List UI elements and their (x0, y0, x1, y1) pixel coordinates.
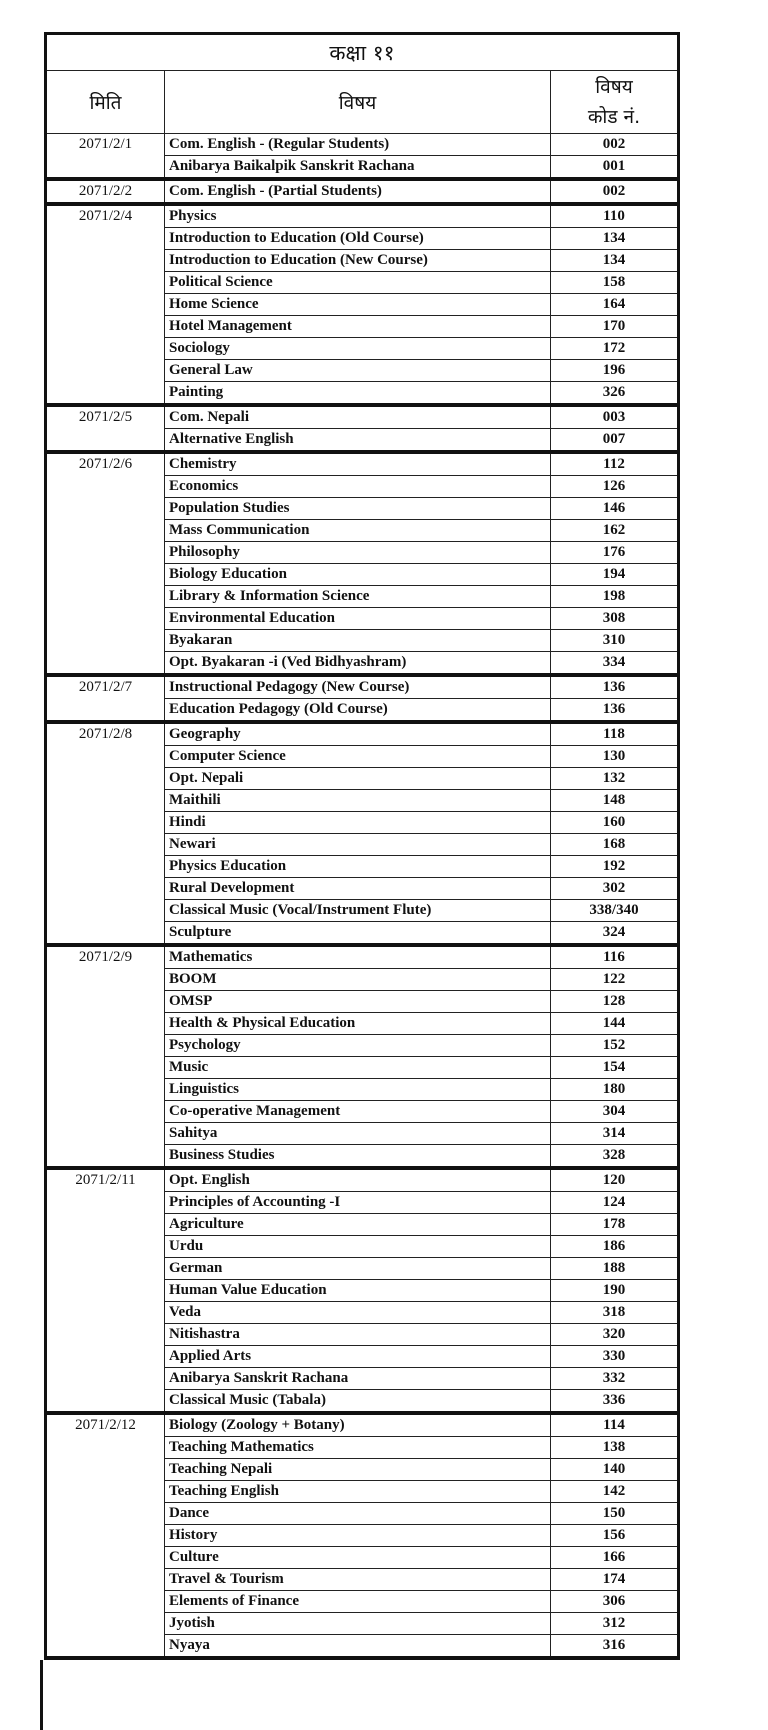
subject-list (164, 454, 677, 673)
table-row (164, 1078, 677, 1100)
header-subject-code (550, 71, 677, 133)
table-row (164, 1034, 677, 1056)
schedule-body (47, 134, 677, 1656)
subject-name: Principles of Accounting -I (164, 1192, 550, 1213)
table-row (164, 134, 677, 155)
subject-name: Business Studies (164, 1145, 550, 1166)
subject-name: Teaching English (164, 1481, 550, 1502)
table-row (164, 206, 677, 227)
subject-code: 330 (550, 1346, 677, 1367)
table-row (164, 293, 677, 315)
subject-code: 190 (550, 1280, 677, 1301)
subject-code: 170 (550, 316, 677, 337)
table-row (164, 724, 677, 745)
exam-date: 2071/2/9 (78, 949, 133, 965)
table-row (164, 1213, 677, 1235)
exam-date: 2071/2/4 (78, 208, 133, 224)
subject-code: 114 (550, 1415, 677, 1436)
subject-name: Philosophy (164, 542, 550, 563)
subject-name: Sociology (164, 338, 550, 359)
table-row (164, 1389, 677, 1411)
table-row (164, 899, 677, 921)
subject-name: Opt. Byakaran -i (Ved Bidhyashram) (164, 652, 550, 673)
subject-name: Agriculture (164, 1214, 550, 1235)
subject-code: 130 (550, 746, 677, 767)
subject-name: Urdu (164, 1236, 550, 1257)
subject-name: Anibarya Sanskrit Rachana (164, 1368, 550, 1389)
subject-code: 166 (550, 1547, 677, 1568)
table-title: कक्षा ११ (47, 35, 677, 71)
table-row (164, 1345, 677, 1367)
subject-name: Mathematics (164, 947, 550, 968)
subject-code: 304 (550, 1101, 677, 1122)
date-group (47, 177, 677, 202)
subject-code: 180 (550, 1079, 677, 1100)
table-row (164, 563, 677, 585)
date-group (47, 673, 677, 720)
subject-name: Com. Nepali (164, 407, 550, 428)
subject-name: Anibarya Baikalpik Sanskrit Rachana (164, 156, 550, 177)
subject-code: 158 (550, 272, 677, 293)
subject-code: 168 (550, 834, 677, 855)
date-group (47, 943, 677, 1166)
table-row (164, 1012, 677, 1034)
table-row (164, 359, 677, 381)
table-row (164, 1568, 677, 1590)
subject-list (164, 181, 677, 202)
exam-date: 2071/2/8 (78, 726, 133, 742)
table-row (164, 497, 677, 519)
table-row (164, 698, 677, 720)
subject-name: BOOM (164, 969, 550, 990)
date-group (47, 134, 677, 177)
subject-name: Chemistry (164, 454, 550, 475)
subject-code: 310 (550, 630, 677, 651)
subject-name: Linguistics (164, 1079, 550, 1100)
table-row (164, 877, 677, 899)
subject-list (164, 1415, 677, 1656)
subject-name: Teaching Nepali (164, 1459, 550, 1480)
subject-code: 178 (550, 1214, 677, 1235)
subject-name: Education Pedagogy (Old Course) (164, 699, 550, 720)
subject-list (164, 947, 677, 1166)
subject-code: 318 (550, 1302, 677, 1323)
subject-code: 320 (550, 1324, 677, 1345)
table-row (164, 337, 677, 359)
subject-code: 120 (550, 1170, 677, 1191)
subject-code: 132 (550, 768, 677, 789)
table-row (164, 1546, 677, 1568)
exam-date: 2071/2/12 (75, 1417, 136, 1433)
subject-name: German (164, 1258, 550, 1279)
exam-date: 2071/2/5 (78, 409, 133, 425)
table-row (164, 271, 677, 293)
subject-name: Hindi (164, 812, 550, 833)
subject-code: 118 (550, 724, 677, 745)
subject-name: Mass Communication (164, 520, 550, 541)
subject-name: Nyaya (164, 1635, 550, 1656)
subject-code: 124 (550, 1192, 677, 1213)
subject-code: 138 (550, 1437, 677, 1458)
subject-code: 196 (550, 360, 677, 381)
table-row (164, 381, 677, 403)
subject-code: 336 (550, 1390, 677, 1411)
table-row (164, 1100, 677, 1122)
subject-name: Opt. Nepali (164, 768, 550, 789)
subject-code: 142 (550, 1481, 677, 1502)
table-row (164, 407, 677, 428)
subject-code: 134 (550, 250, 677, 271)
subject-name: Health & Physical Education (164, 1013, 550, 1034)
subject-name: Maithili (164, 790, 550, 811)
subject-code: 176 (550, 542, 677, 563)
table-row (164, 227, 677, 249)
table-row (164, 947, 677, 968)
subject-code: 332 (550, 1368, 677, 1389)
subject-code: 174 (550, 1569, 677, 1590)
subject-name: Classical Music (Tabala) (164, 1390, 550, 1411)
subject-name: Alternative English (164, 429, 550, 450)
table-row (164, 1323, 677, 1345)
table-row (164, 1612, 677, 1634)
date-group (47, 403, 677, 450)
subject-code: 160 (550, 812, 677, 833)
subject-name: General Law (164, 360, 550, 381)
table-row (164, 1590, 677, 1612)
exam-schedule-table (44, 32, 680, 1660)
header-row (47, 71, 677, 134)
table-row (164, 1235, 677, 1257)
exam-date: 2071/2/2 (78, 183, 133, 199)
table-row (164, 1502, 677, 1524)
subject-name: Library & Information Science (164, 586, 550, 607)
subject-name: Introduction to Education (Old Course) (164, 228, 550, 249)
subject-name: Biology Education (164, 564, 550, 585)
table-row (164, 1436, 677, 1458)
subject-name: Introduction to Education (New Course) (164, 250, 550, 271)
subject-code: 007 (550, 429, 677, 450)
table-row (164, 629, 677, 651)
subject-name: Painting (164, 382, 550, 403)
subject-code: 112 (550, 454, 677, 475)
subject-code: 188 (550, 1258, 677, 1279)
table-row (164, 1415, 677, 1436)
table-row (164, 1257, 677, 1279)
subject-code: 001 (550, 156, 677, 177)
subject-code: 186 (550, 1236, 677, 1257)
exam-date: 2071/2/11 (75, 1172, 136, 1188)
table-row (164, 968, 677, 990)
subject-code: 198 (550, 586, 677, 607)
subject-code: 146 (550, 498, 677, 519)
table-row (164, 1056, 677, 1078)
header-subject: विषय (164, 71, 550, 133)
subject-name: Sculpture (164, 922, 550, 943)
exam-date: 2071/2/1 (78, 136, 133, 152)
table-row (164, 1122, 677, 1144)
subject-code: 192 (550, 856, 677, 877)
header-code-line2: कोड नं. (587, 106, 641, 128)
subject-code: 110 (550, 206, 677, 227)
subject-name: Political Science (164, 272, 550, 293)
table-row (164, 1279, 677, 1301)
subject-name: Newari (164, 834, 550, 855)
table-row (164, 1458, 677, 1480)
subject-name: Applied Arts (164, 1346, 550, 1367)
subject-name: Human Value Education (164, 1280, 550, 1301)
table-row (164, 249, 677, 271)
subject-code: 302 (550, 878, 677, 899)
table-row (164, 789, 677, 811)
table-row (164, 519, 677, 541)
subject-name: OMSP (164, 991, 550, 1012)
subject-code: 326 (550, 382, 677, 403)
subject-list (164, 407, 677, 450)
subject-name: Environmental Education (164, 608, 550, 629)
subject-code: 308 (550, 608, 677, 629)
margin-mark (40, 1660, 43, 1730)
subject-name: Jyotish (164, 1613, 550, 1634)
subject-code: 134 (550, 228, 677, 249)
subject-name: Opt. English (164, 1170, 550, 1191)
subject-name: Instructional Pedagogy (New Course) (164, 677, 550, 698)
subject-code: 328 (550, 1145, 677, 1166)
subject-name: Geography (164, 724, 550, 745)
date-group (47, 450, 677, 673)
table-row (164, 1367, 677, 1389)
table-row (164, 855, 677, 877)
table-row (164, 990, 677, 1012)
subject-code: 338/340 (550, 900, 677, 921)
subject-code: 324 (550, 922, 677, 943)
subject-code: 002 (550, 134, 677, 155)
table-row (164, 475, 677, 497)
subject-name: Teaching Mathematics (164, 1437, 550, 1458)
subject-name: Hotel Management (164, 316, 550, 337)
table-row (164, 745, 677, 767)
subject-name: Culture (164, 1547, 550, 1568)
subject-code: 144 (550, 1013, 677, 1034)
subject-name: Co-operative Management (164, 1101, 550, 1122)
subject-code: 316 (550, 1635, 677, 1656)
header-code-line1: विषय (595, 76, 633, 98)
subject-name: Economics (164, 476, 550, 497)
table-row (164, 651, 677, 673)
date-group (47, 720, 677, 943)
subject-code: 140 (550, 1459, 677, 1480)
subject-name: Biology (Zoology + Botany) (164, 1415, 550, 1436)
table-row (164, 585, 677, 607)
subject-code: 116 (550, 947, 677, 968)
subject-name: Elements of Finance (164, 1591, 550, 1612)
table-row (164, 315, 677, 337)
subject-name: Classical Music (Vocal/Instrument Flute) (164, 900, 550, 921)
subject-name: Rural Development (164, 878, 550, 899)
subject-code: 194 (550, 564, 677, 585)
table-row (164, 428, 677, 450)
subject-name: Dance (164, 1503, 550, 1524)
subject-code: 162 (550, 520, 677, 541)
subject-code: 334 (550, 652, 677, 673)
subject-name: Com. English - (Regular Students) (164, 134, 550, 155)
table-row (164, 1144, 677, 1166)
table-row (164, 541, 677, 563)
subject-code: 152 (550, 1035, 677, 1056)
table-row (164, 677, 677, 698)
table-row (164, 1301, 677, 1323)
date-group (47, 1411, 677, 1656)
subject-code: 003 (550, 407, 677, 428)
subject-name: Physics Education (164, 856, 550, 877)
subject-code: 128 (550, 991, 677, 1012)
table-row (164, 607, 677, 629)
table-row (164, 833, 677, 855)
subject-code: 150 (550, 1503, 677, 1524)
date-group (47, 1166, 677, 1411)
date-group (47, 202, 677, 403)
table-row (164, 1191, 677, 1213)
subject-code: 154 (550, 1057, 677, 1078)
subject-code: 148 (550, 790, 677, 811)
table-row (164, 1480, 677, 1502)
table-row (164, 454, 677, 475)
subject-code: 002 (550, 181, 677, 202)
subject-name: Travel & Tourism (164, 1569, 550, 1590)
subject-code: 314 (550, 1123, 677, 1144)
subject-code: 172 (550, 338, 677, 359)
subject-name: Psychology (164, 1035, 550, 1056)
exam-date: 2071/2/7 (78, 679, 133, 695)
subject-code: 136 (550, 699, 677, 720)
subject-code: 156 (550, 1525, 677, 1546)
subject-name: Sahitya (164, 1123, 550, 1144)
exam-date: 2071/2/6 (78, 456, 133, 472)
subject-name: Nitishastra (164, 1324, 550, 1345)
subject-list (164, 206, 677, 403)
subject-code: 126 (550, 476, 677, 497)
table-row (164, 155, 677, 177)
subject-name: Computer Science (164, 746, 550, 767)
subject-list (164, 134, 677, 177)
subject-name: Physics (164, 206, 550, 227)
table-row (164, 1524, 677, 1546)
subject-code: 312 (550, 1613, 677, 1634)
table-row (164, 1170, 677, 1191)
subject-name: Com. English - (Partial Students) (164, 181, 550, 202)
subject-name: History (164, 1525, 550, 1546)
table-row (164, 921, 677, 943)
subject-code: 136 (550, 677, 677, 698)
subject-name: Music (164, 1057, 550, 1078)
subject-code: 164 (550, 294, 677, 315)
subject-name: Population Studies (164, 498, 550, 519)
subject-list (164, 724, 677, 943)
table-row (164, 181, 677, 202)
subject-list (164, 677, 677, 720)
subject-name: Veda (164, 1302, 550, 1323)
subject-name: Byakaran (164, 630, 550, 651)
header-date: मिति (89, 92, 122, 114)
subject-code: 122 (550, 969, 677, 990)
subject-name: Home Science (164, 294, 550, 315)
table-row (164, 811, 677, 833)
subject-code: 306 (550, 1591, 677, 1612)
table-row (164, 1634, 677, 1656)
table-row (164, 767, 677, 789)
subject-list (164, 1170, 677, 1411)
